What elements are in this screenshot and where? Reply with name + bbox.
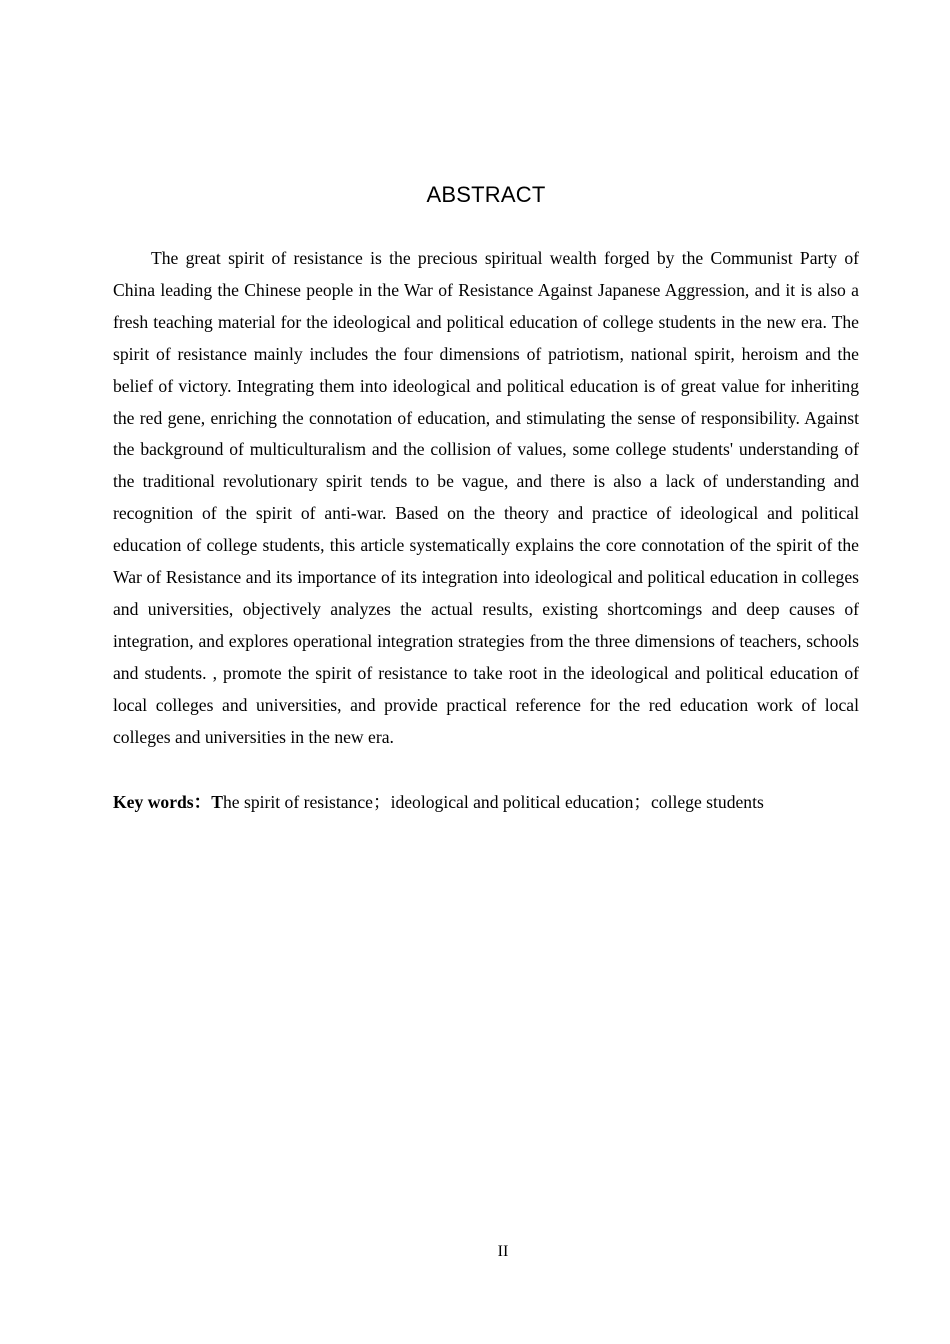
page-number: II [497,1243,509,1260]
abstract-paragraph: The great spirit of resistance is the precious spiritual wealth forged by the Communist Party of China leading the Chinese people in the War of Resistance Against Japanese Aggression, and it is also a fresh teaching material for the ideological and political education of college students in the new era. The spirit of resistance mainly includes the four dimensions of patriotism, national spirit, heroism and the belief of victory. Integrating them into ideological and political education is of great value for inheriting the red gene, enriching the connotation of education, and stimulating the sense of responsibility. Against the background of multiculturalism and the collision of values, some college students' understanding of the traditional revolutionary spirit tends to be vague, and there is also a lack of understanding and recognition of the spirit of anti-war. Based on the theory and practice of ideological and political education of college students, this article systematically explains the core connotation of the spirit of the War of Resistance and its importance of its integration into ideological and political education in colleges and universities, objectively analyzes the actual results, existing shortcomings and deep causes of integration, and explores operational integration strategies from the three dimensions of teachers, schools and students. , promote the spirit of resistance to take root in the ideological and political education of local colleges and universities, and provide practical reference for the red education work of local colleges and universities in the new era. [113,248,859,747]
keywords-line [113,787,859,819]
keywords-first-letter: T [211,792,223,812]
abstract-title: ABSTRACT [426,182,546,207]
keywords-label: Key words： [113,792,212,812]
keywords-text: he spirit of resistance；ideological and political education；college students [222,792,764,812]
